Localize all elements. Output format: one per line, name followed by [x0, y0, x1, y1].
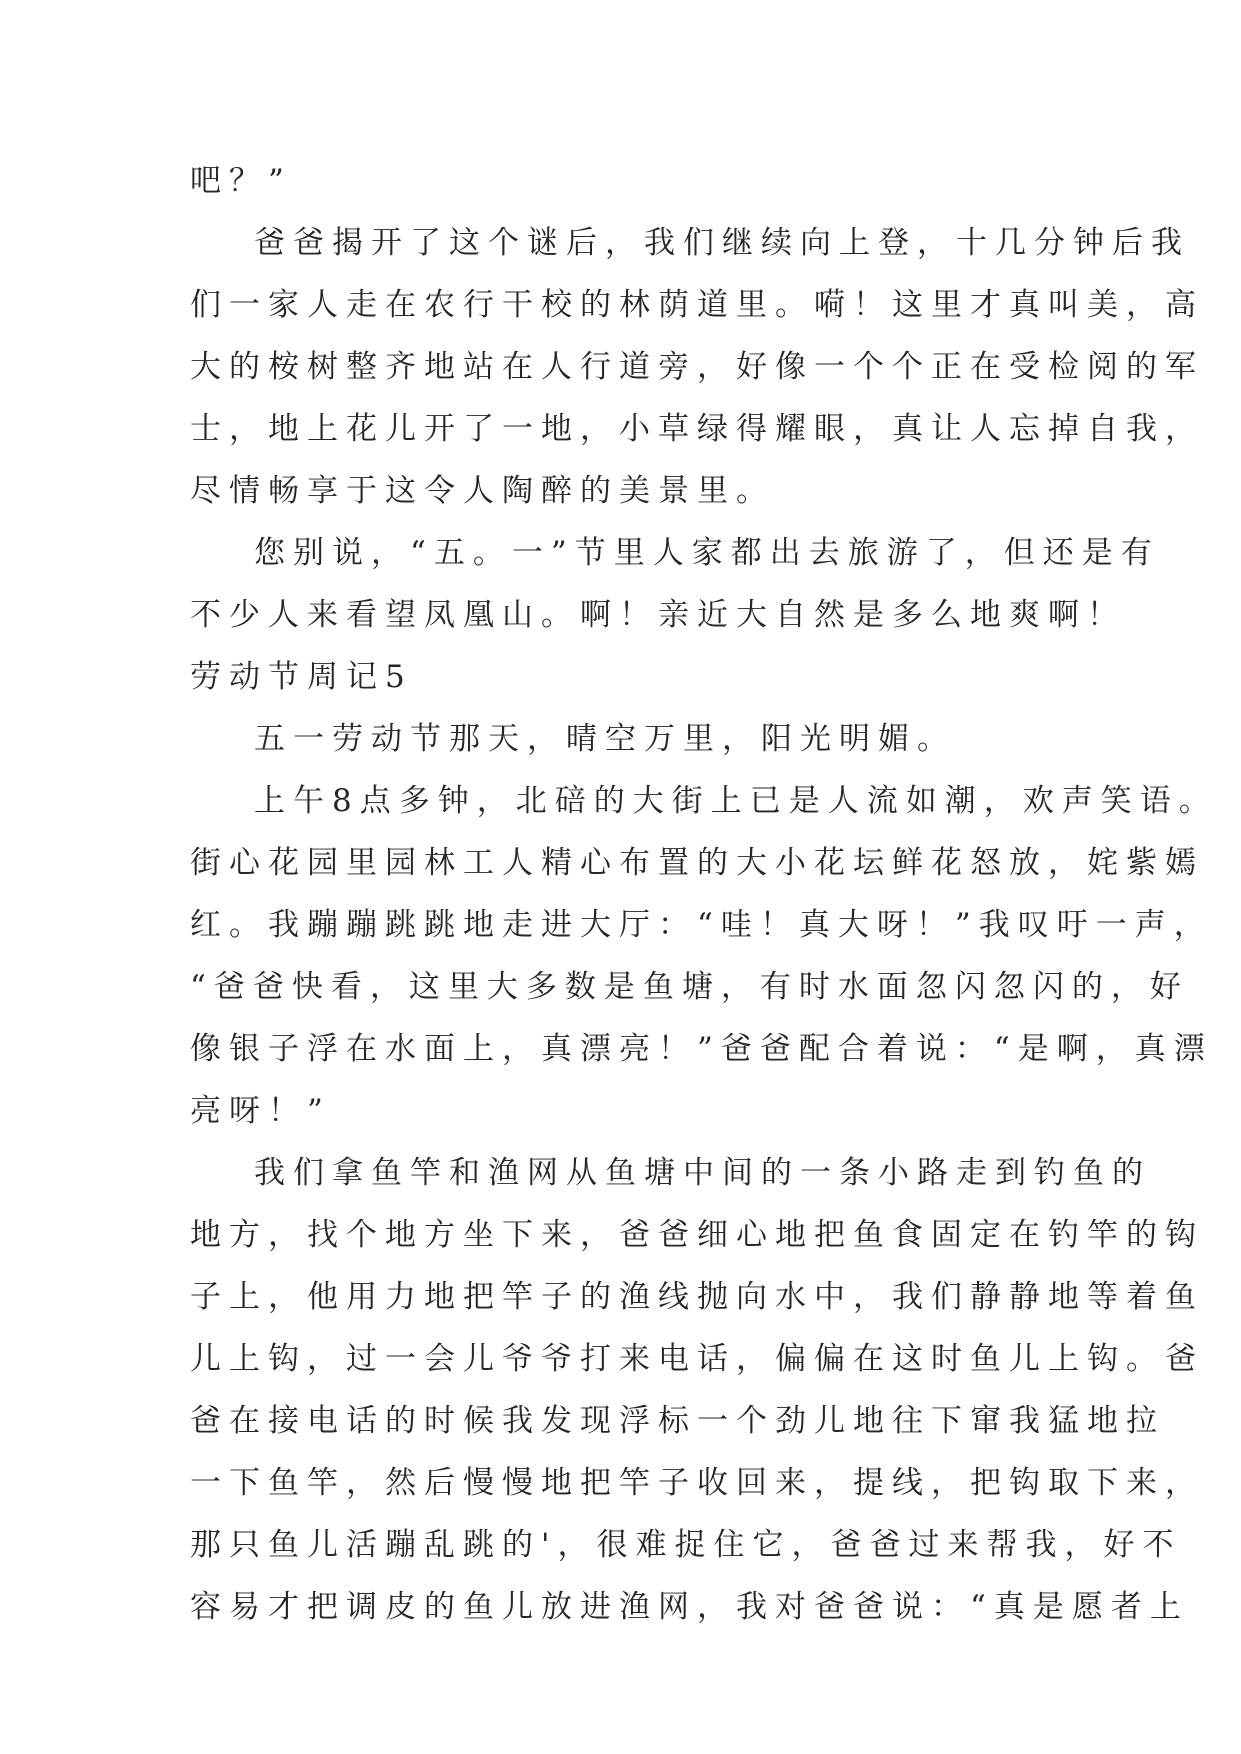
text-line: 爸在接电话的时候我发现浮标一个劲儿地往下窜我猛地拉: [190, 1403, 1165, 1439]
text-line: 大的桉树整齐地站在人行道旁，好像一个个正在受检阅的军: [190, 349, 1204, 385]
paragraph-start-line: 我们拿鱼竿和渔网从鱼塘中间的一条小路走到钓鱼的: [254, 1155, 1151, 1191]
text-line: 亮呀！”: [190, 1093, 331, 1129]
text-line: 像银子浮在水面上，真漂亮！”爸爸配合着说：“是啊，真漂: [190, 1031, 1213, 1067]
text-line: 红。我蹦蹦跳跳地走进大厅：“哇！真大呀！”我叹吁一声，: [190, 907, 1213, 943]
paragraph-start-line: 您别说，“五。一”节里人家都出去旅游了，但还是有: [254, 535, 1160, 571]
text-line: 一下鱼竿，然后慢慢地把竿子收回来，提线，把钩取下来，: [190, 1465, 1204, 1501]
text-line: 街心花园里园林工人精心布置的大小花坛鲜花怒放，姹紫嫣: [190, 845, 1204, 881]
section-heading: 劳动节周记5: [190, 659, 413, 695]
text-line: 子上，他用力地把竿子的渔线抛向水中，我们静静地等着鱼: [190, 1279, 1204, 1315]
text-line: 尽情畅享于这令人陶醉的美景里。: [190, 473, 775, 509]
text-line: “爸爸快看，这里大多数是鱼塘，有时水面忽闪忽闪的，好: [190, 969, 1189, 1005]
text-line: 不少人来看望凤凰山。啊！亲近大自然是多么地爽啊！: [190, 597, 1126, 633]
paragraph-start-line: 五一劳动节那天，晴空万里，阳光明媚。: [254, 721, 956, 757]
paragraph-start-line: 上午8点多钟，北碚的大街上已是人流如潮，欢声笑语。: [254, 783, 1218, 819]
text-line: 吧？”: [190, 163, 292, 199]
document-body: [190, 150, 1218, 1638]
paragraph-start-line: 爸爸揭开了这个谜后，我们继续向上登，十几分钟后我: [254, 225, 1190, 261]
text-line: 容易才把调皮的鱼儿放进渔网，我对爸爸说：“真是愿者上: [190, 1589, 1189, 1625]
text-line: 士，地上花儿开了一地，小草绿得耀眼，真让人忘掉自我，: [190, 411, 1204, 447]
text-line: 儿上钩，过一会儿爷爷打来电话，偏偏在这时鱼儿上钩。爸: [190, 1341, 1204, 1377]
text-line: 地方，找个地方坐下来，爸爸细心地把鱼食固定在钓竿的钩: [190, 1217, 1204, 1253]
text-line: 们一家人走在农行干校的林荫道里。嗬！这里才真叫美，高: [190, 287, 1204, 323]
text-line: 那只鱼儿活蹦乱跳的'，很难捉住它，爸爸过来帮我，好不: [190, 1527, 1182, 1563]
